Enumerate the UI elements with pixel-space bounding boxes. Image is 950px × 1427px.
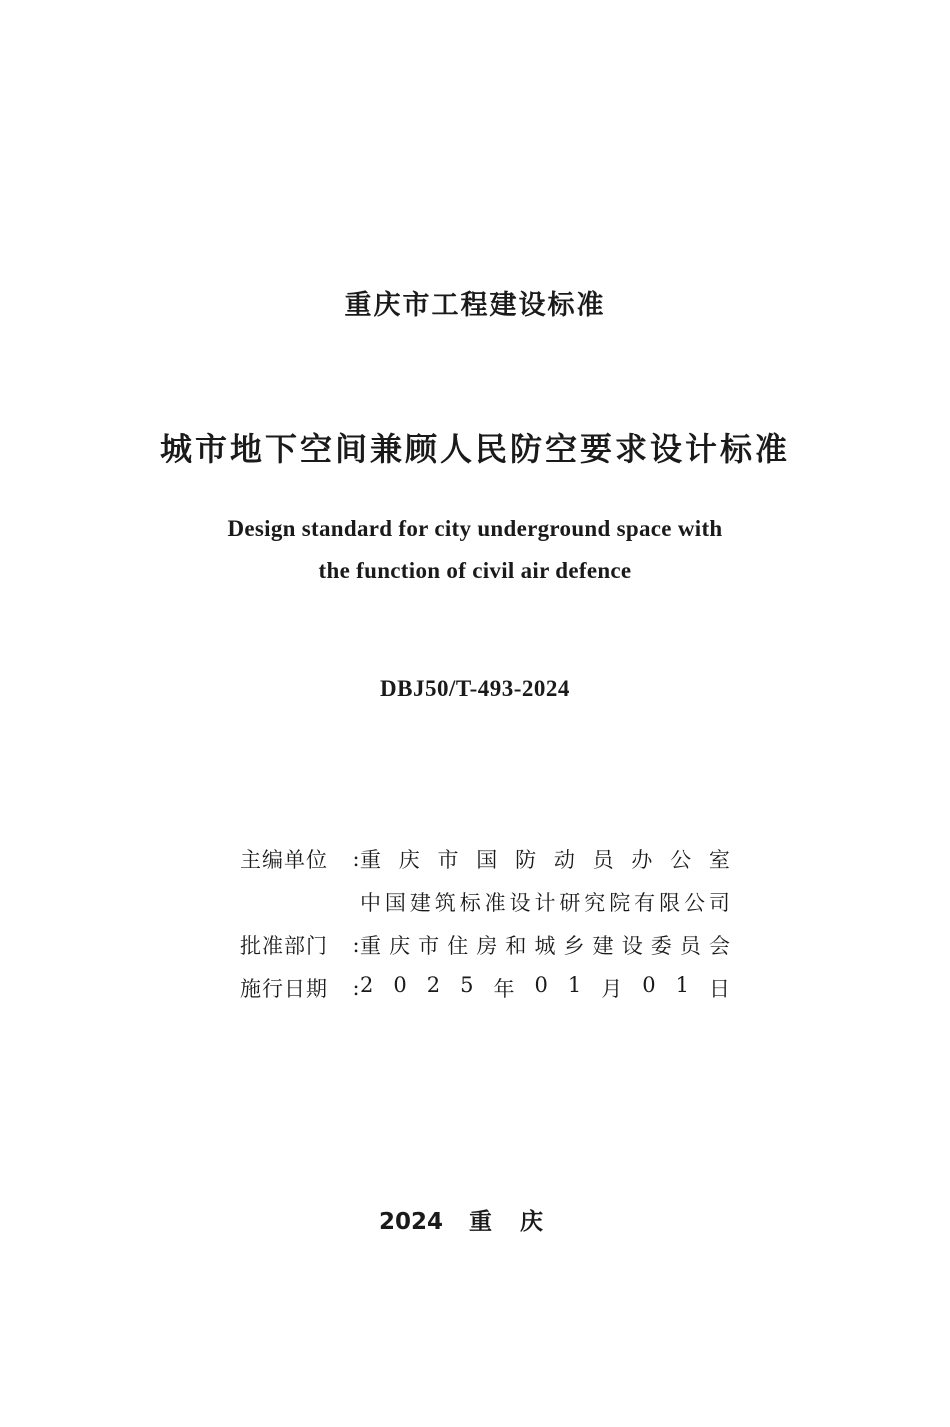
english-title-line-1: Design standard for city underground space with [227, 516, 723, 541]
char: 院 [609, 891, 631, 915]
chinese-title: 城市地下空间兼顾人民防空要求设计标准 [159, 430, 790, 468]
char: 5 [460, 973, 474, 997]
char: 研 [559, 891, 581, 915]
standard-code: DBJ50/T-493-2024 [380, 676, 570, 701]
char: 动 [553, 848, 575, 872]
char: 日 [709, 977, 730, 1001]
effective-date-value [360, 973, 730, 1003]
char: 有 [634, 891, 656, 915]
char: 究 [584, 891, 606, 915]
chief-editor-row [240, 842, 730, 876]
char: 市 [437, 848, 459, 872]
char: 乡 [563, 934, 585, 958]
colon: : [352, 933, 360, 957]
char: 庆 [389, 934, 411, 958]
footer-year: 2024 [378, 1209, 443, 1235]
char: 2 [360, 973, 374, 997]
approval-value [360, 930, 730, 960]
char: 和 [505, 934, 527, 958]
char: 0 [642, 973, 656, 997]
char: 公 [683, 891, 705, 915]
char: 办 [631, 848, 653, 872]
char: 0 [393, 973, 407, 997]
char: 2 [426, 973, 441, 997]
char: 建 [409, 891, 431, 915]
char: 防 [515, 848, 537, 872]
char: 市 [418, 934, 440, 958]
char: 月 [601, 977, 623, 1001]
char: 设 [621, 934, 643, 958]
colon: : [352, 847, 360, 871]
char: 员 [592, 848, 614, 872]
char: 中 [360, 891, 381, 915]
english-title-line-2: the function of civil air defence [318, 558, 632, 583]
char: 1 [675, 973, 689, 997]
char: 重 [360, 848, 381, 872]
char: 城 [534, 934, 556, 958]
char: 员 [679, 934, 701, 958]
approval-row [240, 928, 730, 962]
char: 设 [509, 891, 531, 915]
char: 公 [670, 848, 692, 872]
char: 庆 [398, 848, 420, 872]
char: 1 [567, 973, 582, 997]
effective-date-row [240, 971, 730, 1005]
char: 重 [360, 934, 381, 958]
chief-editor-2 [360, 887, 730, 917]
char: 标 [459, 891, 481, 915]
char: 年 [493, 977, 515, 1001]
char: 计 [534, 891, 556, 915]
char: 住 [447, 934, 469, 958]
chief-editor-row-2 [240, 885, 730, 919]
char: 国 [384, 891, 406, 915]
char: 委 [650, 934, 672, 958]
footer-imprint [0, 1203, 950, 1236]
footer-city: 重庆 [469, 1209, 571, 1235]
char: 室 [708, 848, 730, 872]
chief-editor-label: 主编单位 [240, 848, 328, 872]
char: 房 [476, 934, 498, 958]
char: 筑 [434, 891, 456, 915]
effective-date-label: 施行日期 [240, 977, 328, 1001]
char: 建 [592, 934, 614, 958]
char: 0 [534, 973, 548, 997]
series-title: 重庆市工程建设标准 [344, 290, 606, 321]
info-block [240, 842, 730, 1014]
char: 准 [484, 891, 506, 915]
chief-editor-1 [360, 844, 730, 874]
colon: : [352, 976, 360, 1000]
char: 限 [659, 891, 681, 915]
char: 司 [708, 891, 730, 915]
approval-label: 批准部门 [240, 934, 328, 958]
char: 国 [476, 848, 498, 872]
char: 会 [708, 934, 730, 958]
